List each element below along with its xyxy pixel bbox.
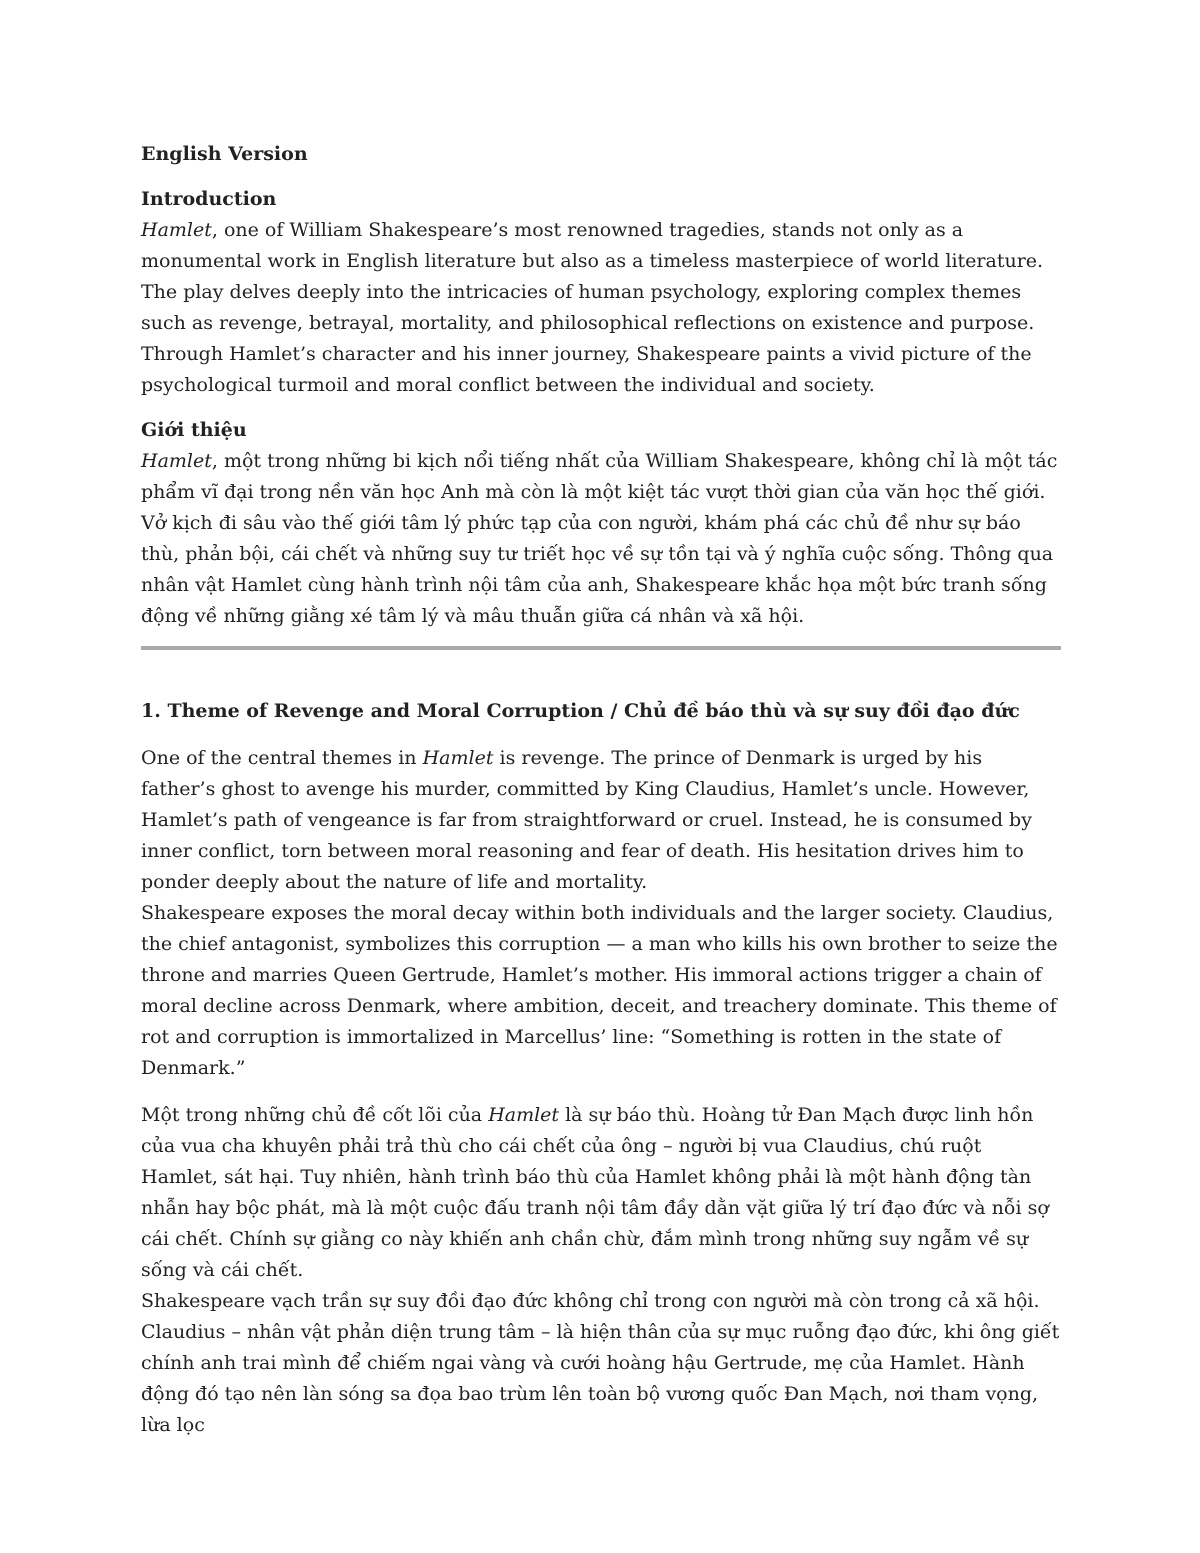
intro-vi-heading: Giới thiệu [141, 419, 247, 441]
section-1-title: 1. Theme of Revenge and Moral Corruption / Chủ đề báo thù và sự suy đồi đạo đức [141, 700, 1020, 722]
intro-vi-text: , một trong những bi kịch nổi tiếng nhất của William Shakespeare, không chỉ là một tác phẩm vĩ đại trong nền văn học Anh mà còn là một kiệt tác vượt thời gian của văn học thế giới. Vở kịch đi sâu vào thế giới tâm lý phức tạp của con người, khám phá các chủ đề như sự báo thù, phản bội, cái chết và những suy tư triết học về sự tồn tại và ý nghĩa cuộc sống. Thông qua nhân vật Hamlet cùng hành trình nội tâm của anh, Shakespeare khắc họa một bức tranh sống động về những giằng xé tâm lý và mâu thuẫn giữa cá nhân và xã hội. [141, 450, 1058, 627]
section-1-vi-p1-after: là sự báo thù. Hoàng tử Đan Mạch được linh hồn của vua cha khuyên phải trả thù cho cái chết của ông – người bị vua Claudius, chú ruột Hamlet, sát hại. Tuy nhiên, hành trình báo thù của Hamlet không phải là một hành động tàn nhẫn hay bộc phát, mà là một cuộc đấu tranh nội tâm đầy dằn vặt giữa lý trí đạo đức và nỗi sợ cái chết. Chính sự giằng co này khiến anh chần chừ, đắm mình trong những suy ngẫm về sự sống và cái chết. [141, 1104, 1049, 1281]
intro-en-paragraph [141, 215, 1061, 401]
section-1-en-p1-after: is revenge. The prince of Denmark is urged by his father’s ghost to avenge his murder, committed by King Claudius, Hamlet’s uncle. However, Hamlet’s path of vengeance is far from straightforward or cruel. Instead, he is consumed by inner conflict, torn between moral reasoning and fear of death. His hesitation drives him to ponder deeply about the nature of life and mortality. [141, 747, 1032, 893]
document-page [141, 139, 1061, 1441]
intro-vi-title: Hamlet [141, 450, 212, 472]
version-heading: English Version [141, 143, 308, 165]
section-1-vi-paragraph-1 [141, 1100, 1061, 1286]
section-1-en-p1-title: Hamlet [422, 747, 494, 769]
section-1-en-p1-before: One of the central themes in [141, 747, 423, 769]
section-1-vi-p1-title: Hamlet [488, 1104, 560, 1126]
intro-en-title: Hamlet [141, 219, 212, 241]
intro-en-heading: Introduction [141, 188, 277, 210]
intro-vi-paragraph [141, 446, 1061, 632]
section-1-en-paragraph-2: Shakespeare exposes the moral decay within both individuals and the larger society. Claudius, the chief antagonist, symbolizes this corruption — a man who kills his own brother to seize the throne and marries Queen Gertrude, Hamlet’s mother. His immoral actions trigger a chain of moral decline across Denmark, where ambition, deceit, and treachery dominate. This theme of rot and corruption is immortalized in Marcellus’ line: “Something is rotten in the state of Denmark.” [141, 902, 1058, 1079]
intro-en-text: , one of William Shakespeare’s most renowned tragedies, stands not only as a monumental work in English literature but also as a timeless masterpiece of world literature. The play delves deeply into the intricacies of human psychology, exploring complex themes such as revenge, betrayal, mortality, and philosophical reflections on existence and purpose. Through Hamlet’s character and his inner journey, Shakespeare paints a vivid picture of the psychological turmoil and moral conflict between the individual and society. [141, 219, 1044, 396]
section-1-vi-p1-before: Một trong những chủ đề cốt lõi của [141, 1104, 489, 1126]
section-1-vi-paragraph-2: Shakespeare vạch trần sự suy đồi đạo đức không chỉ trong con người mà còn trong cả xã hội. Claudius – nhân vật phản diện trung tâm – là hiện thân của sự mục ruỗng đạo đức, khi ông giết chính anh trai mình để chiếm ngai vàng và cưới hoàng hậu Gertrude, mẹ của Hamlet. Hành động đó tạo nên làn sóng sa đọa bao trùm lên toàn bộ vương quốc Đan Mạch, nơi tham vọng, lừa lọc [141, 1290, 1060, 1436]
section-1-en-paragraph-1 [141, 743, 1061, 898]
